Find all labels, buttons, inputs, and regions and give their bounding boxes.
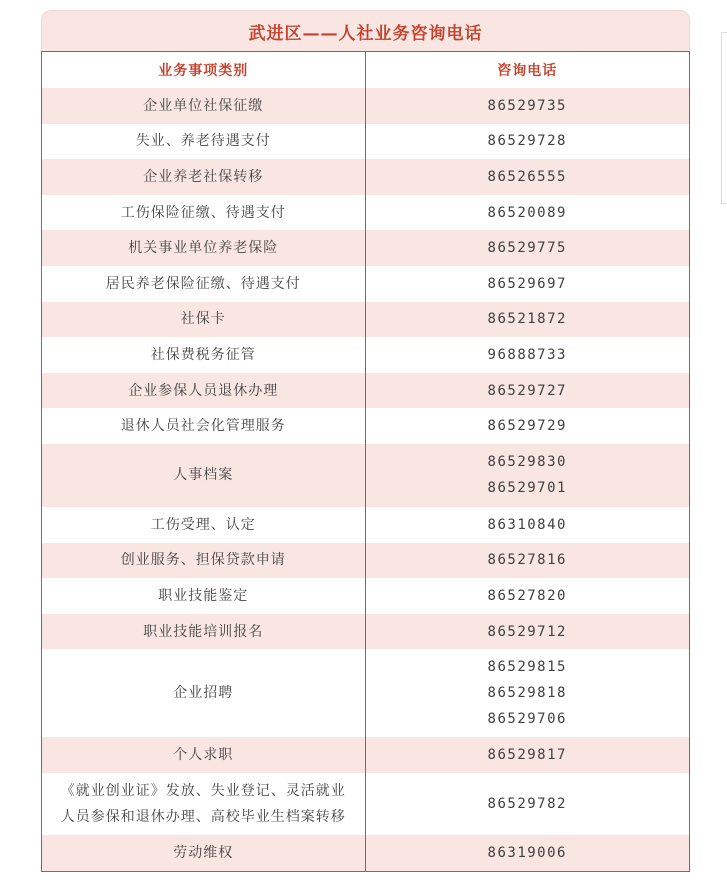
phone-column-header: 咨询电话 <box>365 52 689 88</box>
phone-number[interactable]: 86529727 <box>487 382 567 399</box>
phone-number[interactable]: 86529775 <box>487 240 567 257</box>
phone-cell[interactable] <box>365 195 689 231</box>
phone-cell[interactable] <box>365 543 689 579</box>
phone-cell[interactable] <box>365 578 689 614</box>
category-cell: 工伤受理、认定 <box>42 507 365 543</box>
phone-number[interactable]: 86529728 <box>487 133 567 150</box>
phone-number[interactable]: 86526555 <box>487 168 567 185</box>
category-cell: 人事档案 <box>42 444 365 507</box>
table-header-row <box>42 52 689 88</box>
category-line: 《就业创业证》发放、失业登记、灵活就业 <box>60 782 346 799</box>
category-cell: 企业养老社保转移 <box>42 159 365 195</box>
phone-cell[interactable] <box>365 266 689 302</box>
table-row <box>42 578 689 614</box>
phone-cell[interactable] <box>365 737 689 773</box>
phone-number[interactable]: 86520089 <box>487 204 567 221</box>
phone-cell[interactable] <box>365 373 689 409</box>
category-cell: 企业招聘 <box>42 649 365 737</box>
phone-number[interactable]: 86529818 <box>487 685 567 702</box>
category-cell: 个人求职 <box>42 737 365 773</box>
hotline-table-wrapper <box>41 51 690 872</box>
phone-cell[interactable] <box>365 835 689 871</box>
phone-cell[interactable] <box>365 124 689 160</box>
phone-cell[interactable] <box>365 773 689 835</box>
category-cell: 社保卡 <box>42 302 365 338</box>
table-row <box>42 124 689 160</box>
table-row <box>42 543 689 579</box>
category-cell: 社保费税务征管 <box>42 337 365 373</box>
phone-number[interactable]: 86527816 <box>487 552 567 569</box>
category-cell: 劳动维权 <box>42 835 365 871</box>
table-row <box>42 337 689 373</box>
phone-number[interactable]: 86529729 <box>487 418 567 435</box>
category-cell: 企业单位社保征缴 <box>42 88 365 124</box>
phone-cell[interactable] <box>365 444 689 507</box>
phone-number[interactable]: 86310840 <box>487 516 567 533</box>
phone-number[interactable]: 86529830 <box>487 454 567 471</box>
table-row <box>42 266 689 302</box>
phone-cell[interactable] <box>365 159 689 195</box>
phone-number[interactable]: 86529697 <box>487 275 567 292</box>
table-row <box>42 773 689 835</box>
phone-number[interactable]: 86529735 <box>487 97 567 114</box>
adjacent-panel-edge <box>721 32 727 204</box>
phone-number[interactable]: 86319006 <box>487 844 567 861</box>
phone-number[interactable]: 86529701 <box>487 480 567 497</box>
phone-number[interactable]: 86529817 <box>487 747 567 764</box>
phone-number[interactable]: 86527820 <box>487 587 567 604</box>
phone-number[interactable]: 86521872 <box>487 311 567 328</box>
category-cell: 退休人员社会化管理服务 <box>42 408 365 444</box>
table-row <box>42 230 689 266</box>
phone-cell[interactable] <box>365 230 689 266</box>
category-cell: 机关事业单位养老保险 <box>42 230 365 266</box>
phone-cell[interactable] <box>365 408 689 444</box>
category-cell: 企业参保人员退休办理 <box>42 373 365 409</box>
phone-cell[interactable] <box>365 649 689 737</box>
hotline-card <box>41 10 690 872</box>
table-row <box>42 373 689 409</box>
category-column-header: 业务事项类别 <box>42 52 365 88</box>
table-row <box>42 444 689 507</box>
phone-number[interactable]: 86529815 <box>487 659 567 676</box>
phone-cell[interactable] <box>365 507 689 543</box>
phone-number[interactable]: 86529706 <box>487 711 567 728</box>
table-row <box>42 614 689 650</box>
category-cell: 失业、养老待遇支付 <box>42 124 365 160</box>
category-cell <box>42 773 365 835</box>
table-row <box>42 159 689 195</box>
phone-number[interactable]: 96888733 <box>487 346 567 363</box>
table-row <box>42 507 689 543</box>
category-line: 人员参保和退休办理、高校毕业生档案转移 <box>60 808 346 825</box>
table-row <box>42 195 689 231</box>
title-bar <box>41 10 690 51</box>
category-cell: 职业技能鉴定 <box>42 578 365 614</box>
phone-cell[interactable] <box>365 88 689 124</box>
table-row <box>42 737 689 773</box>
category-cell: 工伤保险征缴、待遇支付 <box>42 195 365 231</box>
category-cell: 职业技能培训报名 <box>42 614 365 650</box>
page-title: 武进区——人社业务咨询电话 <box>248 23 483 44</box>
hotline-table <box>42 52 689 871</box>
category-cell: 居民养老保险征缴、待遇支付 <box>42 266 365 302</box>
table-row <box>42 302 689 338</box>
phone-cell[interactable] <box>365 337 689 373</box>
phone-number[interactable]: 86529712 <box>487 623 567 640</box>
category-cell: 创业服务、担保贷款申请 <box>42 543 365 579</box>
table-row <box>42 649 689 737</box>
table-row <box>42 408 689 444</box>
table-row <box>42 835 689 871</box>
phone-cell[interactable] <box>365 302 689 338</box>
phone-number[interactable]: 86529782 <box>487 795 567 812</box>
table-row <box>42 88 689 124</box>
phone-cell[interactable] <box>365 614 689 650</box>
